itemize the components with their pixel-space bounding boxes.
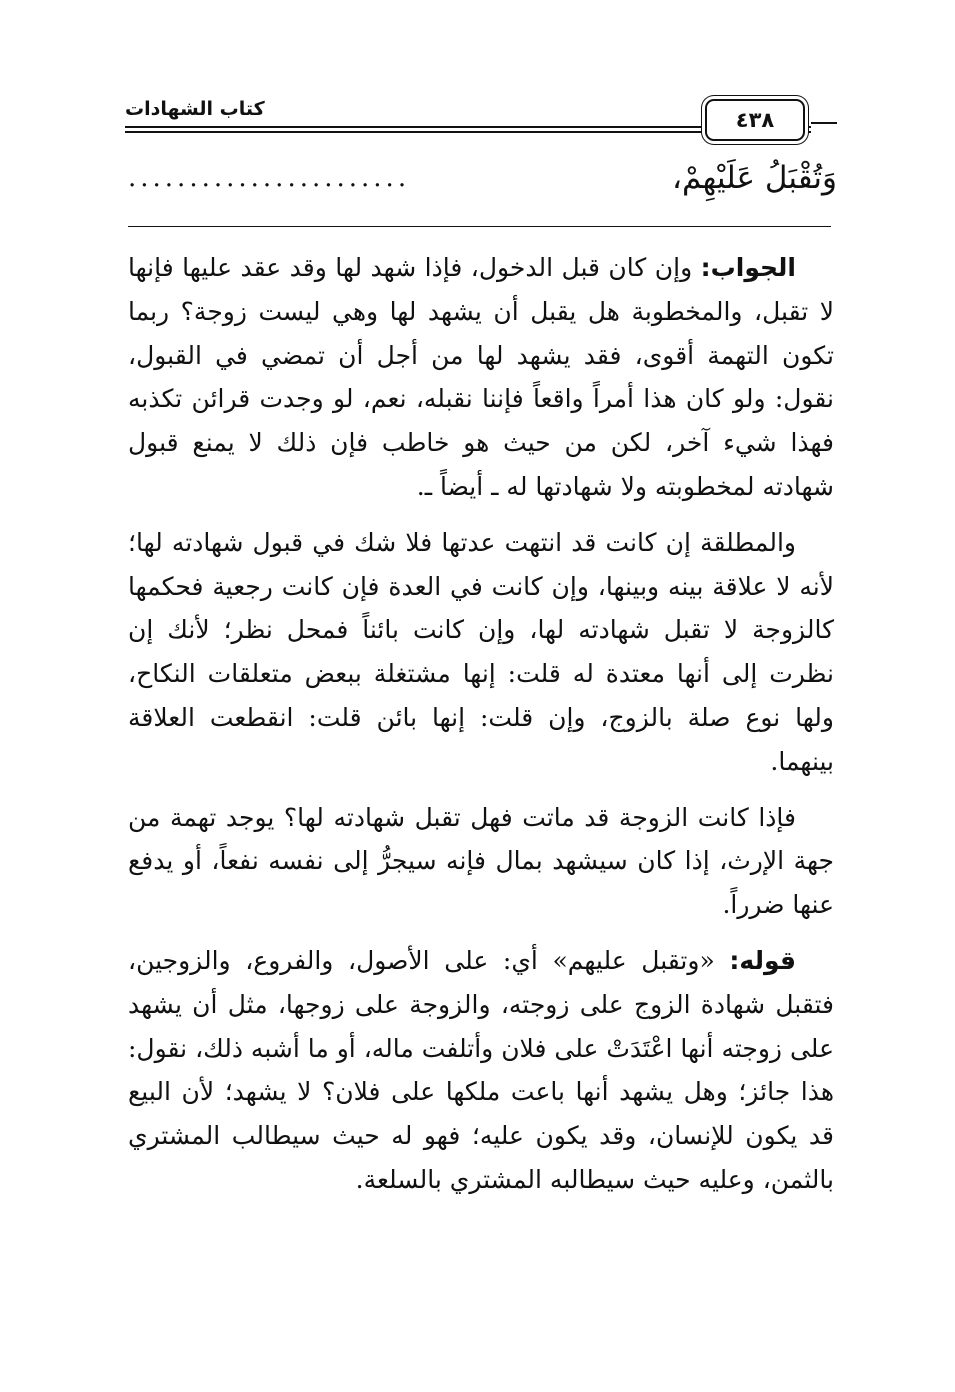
- commentary-body: [128, 246, 834, 1214]
- paragraph-text: فإذا كانت الزوجة قد ماتت فهل تقبل شهادته لها؟ يوجد تهمة من جهة الإرث، إذا كان سيشهد بمال فإنه سيجرُّ إلى نفسه نفعاً، أو يدفع عنها ضرراً.: [128, 802, 834, 920]
- matn-separator: [128, 226, 831, 227]
- matn-line: [128, 150, 837, 206]
- running-header: [125, 96, 837, 136]
- answer-label: الجواب:: [700, 253, 796, 282]
- paragraph: [128, 521, 834, 784]
- matn-dots: .......................: [128, 163, 411, 193]
- paragraph: [128, 796, 834, 927]
- paragraph: [128, 246, 834, 509]
- header-rule-end: [811, 122, 837, 138]
- paragraph-text: والمطلقة إن كانت قد انتهت عدتها فلا شك في قبول شهادته لها؛ لأنه لا علاقة بينه وبينها، وإن كانت في العدة فإن كانت رجعية فحكمها كالزوجة لا تقبل شهادته لها، وإن كانت بائناً فمحل نظر؛ لأنك إن نظرت إلى أنها معتدة له قلت: إنها مشتغلة ببعض متعلقات النكاح، ولها نوع صلة بالزوج، وإن قلت: إنها بائن قلت: انقطعت العلاقة بينهما.: [128, 527, 834, 776]
- page-number: ٤٣٨: [705, 99, 805, 141]
- paragraph: [128, 939, 834, 1202]
- quote-label: قوله:: [729, 945, 796, 975]
- book-title: كتاب الشهادات: [125, 98, 269, 120]
- matn-text: وَتُقْبَلُ عَلَيْهِمْ،: [671, 160, 837, 196]
- paragraph-text: وإن كان قبل الدخول، فإذا شهد لها وقد عقد عليها فإنها لا تقبل، والمخطوبة هل يقبل أن يشهد لها وهي ليست زوجة؟ ربما تكون التهمة أقوى، فقد يشهد لها من أجل أن تمضي في القبول، نقول: ولو كان هذا أمراً واقعاً فإننا نقبله، نعم، لو وجدت قرائن تكذبه فهذا شيء آخر، لكن من حيث هو خاطب فإن ذلك لا يمنع قبول شهادته لمخطوبته ولا شهادتها له ـ أيضاً ـ.: [128, 253, 834, 501]
- paragraph-text: «وتقبل عليهم» أي: على الأصول، والفروع، والزوجين، فتقبل شهادة الزوج على زوجته، والزوجة على زوجها، مثل أن يشهد على زوجته أنها اعْتَدَتْ على فلان وأتلفت ماله، أو ما أشبه ذلك، نقول: هذا جائز؛ وهل يشهد أنها باعت ملكها على فلان؟ لا يشهد؛ لأن البيع قد يكون للإنسان، وقد يكون عليه؛ فهو له حيث سيطالب المشتري بالثمن، وعليه حيث سيطالبه المشتري بالسلعة.: [128, 945, 834, 1194]
